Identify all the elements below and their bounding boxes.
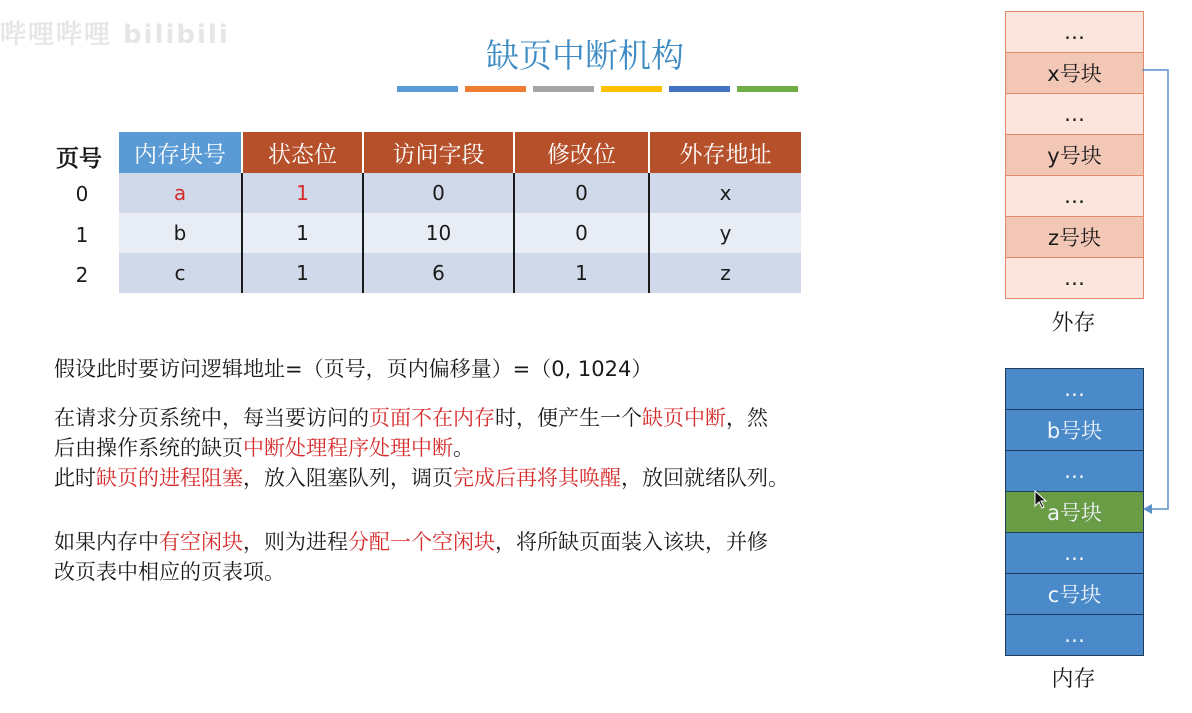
memory-block: … <box>1006 451 1143 492</box>
col-header-external-address: 外存地址 <box>649 132 801 173</box>
highlight-text: 中断处理程序处理中断 <box>243 436 453 460</box>
text-span: 后由操作系统的缺页 <box>54 436 243 460</box>
memory-caption: 内存 <box>1051 667 1096 692</box>
table-cell: 0 <box>363 173 514 213</box>
watermark-logo: 哔哩哔哩 bilibili <box>0 20 230 50</box>
table-cell: z <box>649 253 801 293</box>
text-span: 。 <box>453 436 474 460</box>
table-cell: 0 <box>514 213 649 253</box>
memory-block-loaded: a号块 <box>1006 492 1143 533</box>
table-cell: b <box>119 213 242 253</box>
storage-block: … <box>1006 12 1143 53</box>
table-cell: 10 <box>363 213 514 253</box>
col-header-modify-bit: 修改位 <box>514 132 649 173</box>
mouse-cursor-icon <box>1034 490 1048 510</box>
text-span: 在请求分页系统中，每当要访问的 <box>54 406 369 430</box>
highlight-text: 页面不在内存 <box>369 406 495 430</box>
table-cell: 1 <box>242 253 363 293</box>
page-number-0: 0 <box>75 182 89 206</box>
text-span: 如果内存中 <box>54 530 159 554</box>
memory-block: c号块 <box>1006 574 1143 615</box>
table-cell: 1 <box>242 213 363 253</box>
page-title: 缺页中断机构 <box>486 36 684 75</box>
highlight-text: 完成后再将其唤醒 <box>453 466 621 490</box>
text-span: ，将所缺页面装入该块，并修 <box>495 530 768 554</box>
table-cell: a <box>119 173 242 213</box>
highlight-text: 有空闲块 <box>159 530 243 554</box>
external-storage-caption: 外存 <box>1051 311 1096 336</box>
text-span: 此时 <box>54 466 96 490</box>
text-span: ，则为进程 <box>243 530 348 554</box>
table-cell: 1 <box>514 253 649 293</box>
col-header-access-field: 访问字段 <box>363 132 514 173</box>
highlight-text: 分配一个空闲块 <box>348 530 495 554</box>
col-header-status-bit: 状态位 <box>242 132 363 173</box>
table-cell: 0 <box>514 173 649 213</box>
storage-block: … <box>1006 176 1143 217</box>
highlight-text: 缺页的进程阻塞 <box>96 466 243 490</box>
table-cell: x <box>649 173 801 213</box>
memory-block: … <box>1006 369 1143 410</box>
storage-block: x号块 <box>1006 53 1143 94</box>
text-span: ，然 <box>726 406 768 430</box>
table-cell: c <box>119 253 242 293</box>
page-number-header: 页号 <box>56 146 102 172</box>
page-number-2: 2 <box>75 263 89 287</box>
table-cell: 6 <box>363 253 514 293</box>
table-cell: 1 <box>242 173 363 213</box>
storage-block: … <box>1006 94 1143 135</box>
col-header-memory-block: 内存块号 <box>119 132 242 173</box>
logical-address-text: 假设此时要访问逻辑地址=（页号，页内偏移量）=（0, 1024） <box>54 357 653 381</box>
storage-block: z号块 <box>1006 217 1143 258</box>
page-number-1: 1 <box>75 223 89 247</box>
table-cell: y <box>649 213 801 253</box>
storage-block: … <box>1006 258 1143 298</box>
memory-block: … <box>1006 615 1143 655</box>
text-span: 改页表中相应的页表项。 <box>54 560 285 584</box>
highlight-text: 缺页中断 <box>642 406 726 430</box>
text-span: ，放回就绪队列。 <box>621 466 789 490</box>
text-span: 时，便产生一个 <box>495 406 642 430</box>
storage-block: y号块 <box>1006 135 1143 176</box>
text-span: ，放入阻塞队列，调页 <box>243 466 453 490</box>
memory-block: … <box>1006 533 1143 574</box>
memory-block: b号块 <box>1006 410 1143 451</box>
